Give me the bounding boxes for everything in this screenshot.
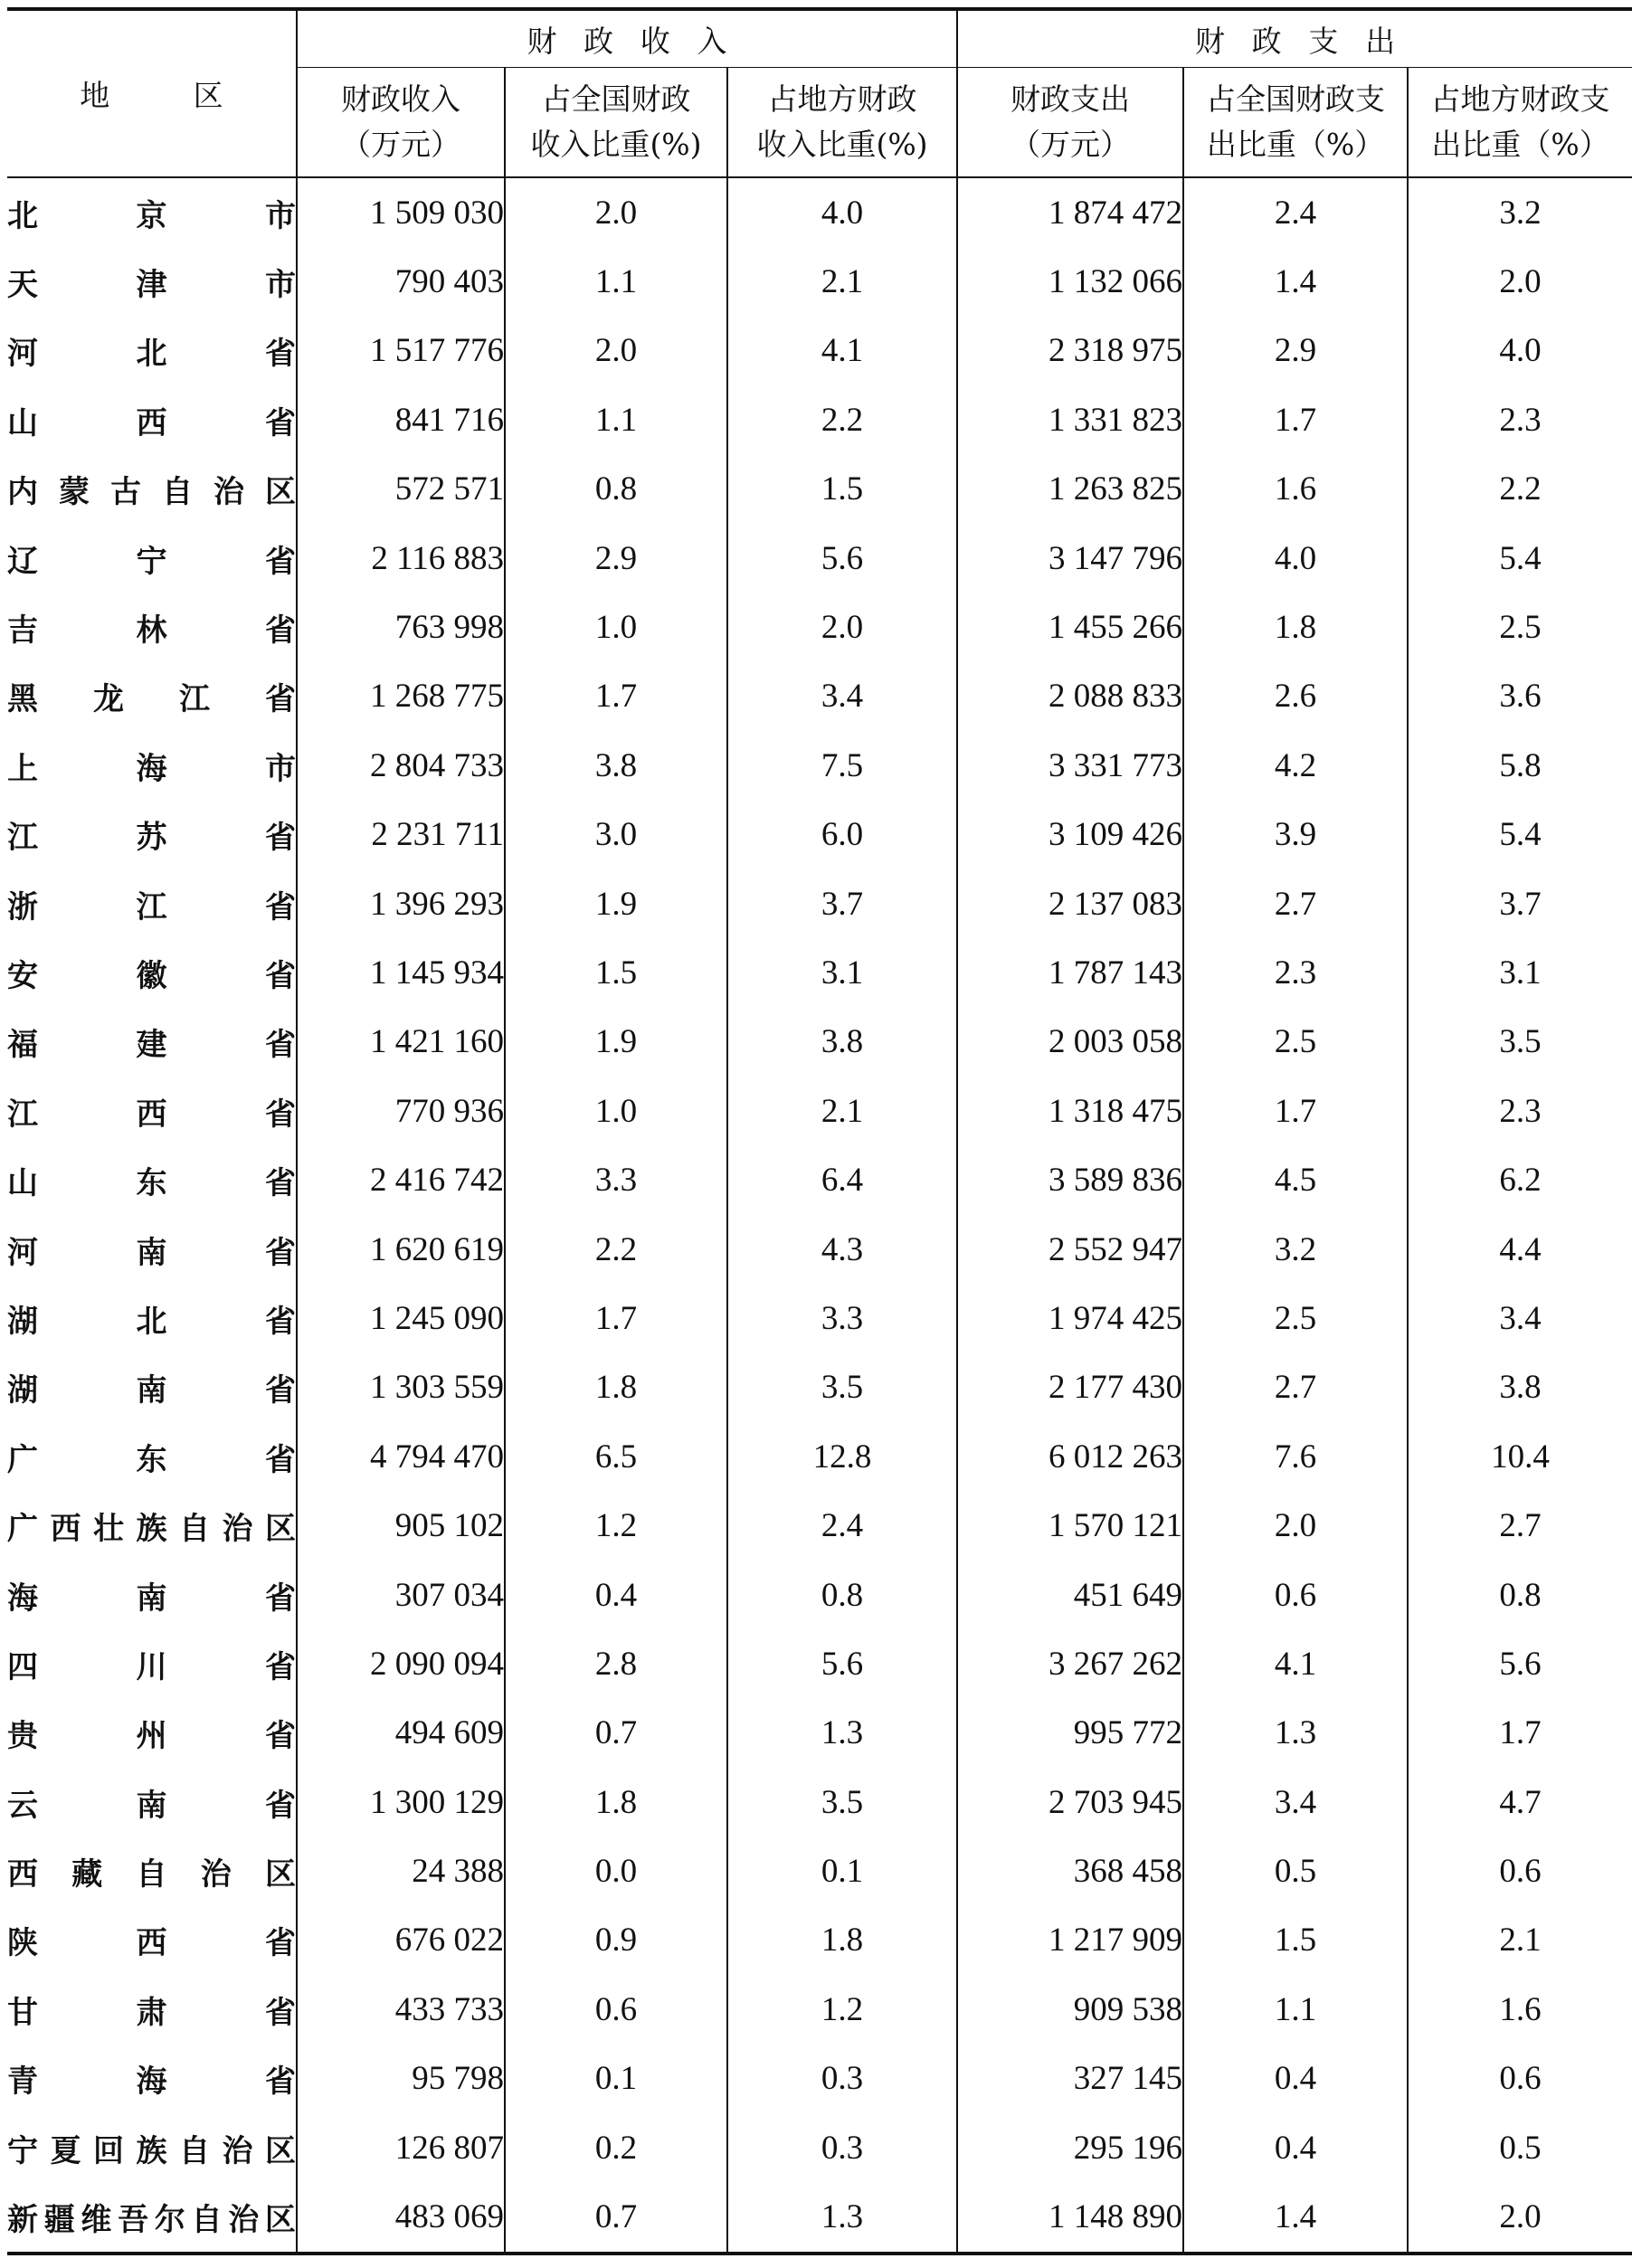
income-local-share-cell: 2.2 [727,385,957,454]
col-header-expense-local-share: 占地方财政支 出比重（%） [1408,68,1632,178]
region-name: 陕 西 省 [7,1925,296,1962]
table-row [7,1768,1632,1836]
expense-local-share-cell: 2.7 [1408,1491,1632,1560]
income-local-share-cell: 3.3 [727,1284,957,1352]
expense-local-share-cell: 10.4 [1408,1422,1632,1491]
region-name: 江 西 省 [7,1096,296,1133]
expense-local-share-cell: 2.2 [1408,455,1632,524]
region-cell [7,731,297,800]
expense-local-share-cell: 3.1 [1408,938,1632,1007]
region-cell [7,1008,297,1077]
region-name: 福 建 省 [7,1027,296,1064]
income-national-share-cell: 2.9 [505,524,727,593]
expense-national-share-cell: 4.1 [1183,1629,1408,1698]
expense-local-share-cell: 2.5 [1408,593,1632,661]
region-cell [7,1491,297,1560]
region-cell [7,2182,297,2253]
expense-cell: 1 217 909 [957,1906,1183,1975]
table-row [7,1699,1632,1768]
expense-local-share-cell: 4.4 [1408,1215,1632,1284]
table-row [7,455,1632,524]
expense-local-share-cell: 2.0 [1408,2182,1632,2253]
expense-cell: 1 974 425 [957,1284,1183,1352]
table-body [7,177,1632,2254]
income-group-header: 财政收入 [297,9,957,68]
income-national-share-cell: 0.7 [505,2182,727,2253]
income-national-share-cell: 0.4 [505,1561,727,1629]
expense-cell: 451 649 [957,1561,1183,1629]
expense-national-share-cell: 2.7 [1183,869,1408,938]
region-name: 海 南 省 [7,1580,296,1617]
col-header-income-national-share: 占全国财政 收入比重(%) [505,68,727,178]
expense-cell: 3 147 796 [957,524,1183,593]
expense-local-share-cell: 2.3 [1408,385,1632,454]
income-national-share-cell: 1.7 [505,1284,727,1352]
expense-local-share-cell: 4.0 [1408,317,1632,385]
region-cell [7,1906,297,1975]
expense-cell: 2 003 058 [957,1008,1183,1077]
region-name: 北 京 市 [7,197,296,234]
region-cell [7,869,297,938]
expense-national-share-cell: 0.4 [1183,2113,1408,2182]
region-name: 西 藏 自 治 区 [7,1856,296,1893]
table-row [7,938,1632,1007]
region-name: 云 南 省 [7,1787,296,1824]
region-name: 天 津 市 [7,267,296,304]
expense-local-share-cell: 3.7 [1408,869,1632,938]
expense-national-share-cell: 1.3 [1183,1699,1408,1768]
region-name: 河 北 省 [7,336,296,373]
income-cell: 572 571 [297,455,505,524]
region-cell [7,385,297,454]
income-national-share-cell: 0.1 [505,2045,727,2113]
table-row [7,593,1632,661]
income-cell: 1 517 776 [297,317,505,385]
expense-cell: 3 331 773 [957,731,1183,800]
region-name: 山 西 省 [7,404,296,441]
expense-cell: 368 458 [957,1836,1183,1905]
income-local-share-cell: 6.0 [727,801,957,869]
income-national-share-cell: 2.2 [505,1215,727,1284]
income-national-share-cell: 1.0 [505,1077,727,1145]
expense-cell: 1 148 890 [957,2182,1183,2253]
region-name: 甘 肃 省 [7,1994,296,2031]
document-page [7,0,1632,2268]
region-name: 上 海 市 [7,750,296,787]
region-name: 湖 北 省 [7,1303,296,1340]
table-row [7,662,1632,731]
region-name: 新 疆 维 吾 尔 自 治 区 [7,2202,296,2239]
region-name: 广 东 省 [7,1441,296,1478]
region-cell [7,455,297,524]
income-local-share-cell: 5.6 [727,1629,957,1698]
region-cell [7,1768,297,1836]
income-national-share-cell: 0.9 [505,1906,727,1975]
income-local-share-cell: 0.8 [727,1561,957,1629]
table-row [7,1215,1632,1284]
table-row [7,1284,1632,1352]
region-cell [7,317,297,385]
income-local-share-cell: 3.5 [727,1768,957,1836]
expense-national-share-cell: 1.8 [1183,593,1408,661]
table-row [7,801,1632,869]
region-cell [7,801,297,869]
table-row [7,1836,1632,1905]
expense-national-share-cell: 4.0 [1183,524,1408,593]
income-national-share-cell: 1.5 [505,938,727,1007]
region-cell [7,938,297,1007]
income-national-share-cell: 0.0 [505,1836,727,1905]
expense-national-share-cell: 1.4 [1183,2182,1408,2253]
table-row [7,1077,1632,1145]
income-cell: 1 396 293 [297,869,505,938]
income-local-share-cell: 5.6 [727,524,957,593]
region-name: 内 蒙 古 自 治 区 [7,474,296,511]
income-local-share-cell: 4.3 [727,1215,957,1284]
expense-national-share-cell: 0.5 [1183,1836,1408,1905]
col-header-expense-national-share: 占全国财政支 出比重（%） [1183,68,1408,178]
expense-national-share-cell: 7.6 [1183,1422,1408,1491]
expense-national-share-cell: 1.7 [1183,1077,1408,1145]
expense-local-share-cell: 3.6 [1408,662,1632,731]
expense-national-share-cell: 4.2 [1183,731,1408,800]
income-local-share-cell: 2.0 [727,593,957,661]
expense-local-share-cell: 3.8 [1408,1353,1632,1422]
income-cell: 2 416 742 [297,1145,505,1214]
income-cell: 2 804 733 [297,731,505,800]
income-cell: 1 509 030 [297,177,505,247]
region-cell [7,2045,297,2113]
income-national-share-cell: 3.8 [505,731,727,800]
expense-local-share-cell: 3.4 [1408,1284,1632,1352]
region-name: 宁 夏 回 族 自 治 区 [7,2132,296,2169]
table-row [7,1906,1632,1975]
expense-cell: 3 267 262 [957,1629,1183,1698]
expense-national-share-cell: 4.5 [1183,1145,1408,1214]
expense-cell: 1 570 121 [957,1491,1183,1560]
expense-local-share-cell: 3.5 [1408,1008,1632,1077]
expense-cell: 2 552 947 [957,1215,1183,1284]
income-cell: 2 090 094 [297,1629,505,1698]
expense-national-share-cell: 2.9 [1183,317,1408,385]
region-cell [7,1699,297,1768]
income-local-share-cell: 0.3 [727,2113,957,2182]
income-cell: 24 388 [297,1836,505,1905]
region-cell [7,524,297,593]
income-cell: 483 069 [297,2182,505,2253]
income-cell: 4 794 470 [297,1422,505,1491]
expense-local-share-cell: 2.1 [1408,1906,1632,1975]
region-cell [7,1975,297,2044]
expense-cell: 295 196 [957,2113,1183,2182]
expense-local-share-cell: 1.7 [1408,1699,1632,1768]
region-cell [7,1077,297,1145]
income-national-share-cell: 1.8 [505,1768,727,1836]
region-name: 广 西 壮 族 自 治 区 [7,1511,296,1548]
income-national-share-cell: 3.0 [505,801,727,869]
expense-cell: 1 263 825 [957,455,1183,524]
region-name: 河 南 省 [7,1234,296,1271]
expense-local-share-cell: 5.6 [1408,1629,1632,1698]
income-cell: 1 303 559 [297,1353,505,1422]
income-cell: 770 936 [297,1077,505,1145]
income-local-share-cell: 1.8 [727,1906,957,1975]
region-name: 湖 南 省 [7,1372,296,1409]
table-row [7,1561,1632,1629]
income-cell: 1 421 160 [297,1008,505,1077]
expense-national-share-cell: 0.4 [1183,2045,1408,2113]
income-national-share-cell: 1.2 [505,1491,727,1560]
income-national-share-cell: 6.5 [505,1422,727,1491]
expense-local-share-cell: 5.8 [1408,731,1632,800]
expense-national-share-cell: 2.0 [1183,1491,1408,1560]
expense-local-share-cell: 3.2 [1408,177,1632,247]
income-national-share-cell: 1.9 [505,1008,727,1077]
region-name: 安 徽 省 [7,957,296,994]
income-local-share-cell: 2.4 [727,1491,957,1560]
expense-national-share-cell: 2.3 [1183,938,1408,1007]
income-local-share-cell: 12.8 [727,1422,957,1491]
income-cell: 1 145 934 [297,938,505,1007]
expense-cell: 2 703 945 [957,1768,1183,1836]
expense-cell: 2 137 083 [957,869,1183,938]
table-row [7,2045,1632,2113]
region-cell [7,1284,297,1352]
table-row [7,317,1632,385]
expense-cell: 1 874 472 [957,177,1183,247]
table-row [7,1975,1632,2044]
income-cell: 790 403 [297,247,505,316]
income-national-share-cell: 1.9 [505,869,727,938]
region-name: 江 苏 省 [7,820,296,857]
expense-cell: 1 318 475 [957,1077,1183,1145]
expense-national-share-cell: 1.1 [1183,1975,1408,2044]
table-row [7,524,1632,593]
income-national-share-cell: 1.1 [505,247,727,316]
income-national-share-cell: 1.0 [505,593,727,661]
income-local-share-cell: 2.1 [727,247,957,316]
expense-local-share-cell: 4.7 [1408,1768,1632,1836]
region-cell [7,662,297,731]
expense-national-share-cell: 2.4 [1183,177,1408,247]
fiscal-table [7,7,1632,2255]
expense-cell: 6 012 263 [957,1422,1183,1491]
income-local-share-cell: 2.1 [727,1077,957,1145]
income-local-share-cell: 3.7 [727,869,957,938]
income-cell: 307 034 [297,1561,505,1629]
table-row [7,1491,1632,1560]
expense-cell: 995 772 [957,1699,1183,1768]
region-name: 辽 宁 省 [7,543,296,580]
income-cell: 841 716 [297,385,505,454]
income-national-share-cell: 1.8 [505,1353,727,1422]
expense-local-share-cell: 0.6 [1408,1836,1632,1905]
region-name: 山 东 省 [7,1165,296,1202]
expense-national-share-cell: 3.2 [1183,1215,1408,1284]
income-local-share-cell: 7.5 [727,731,957,800]
income-local-share-cell: 1.3 [727,2182,957,2253]
expense-cell: 2 318 975 [957,317,1183,385]
income-local-share-cell: 6.4 [727,1145,957,1214]
income-cell: 126 807 [297,2113,505,2182]
expense-cell: 1 132 066 [957,247,1183,316]
region-cell [7,1836,297,1905]
expense-national-share-cell: 2.5 [1183,1008,1408,1077]
expense-local-share-cell: 2.0 [1408,247,1632,316]
header-row-group [7,9,1632,68]
expense-national-share-cell: 2.6 [1183,662,1408,731]
expense-national-share-cell: 1.4 [1183,247,1408,316]
income-national-share-cell: 0.6 [505,1975,727,2044]
region-cell [7,1353,297,1422]
expense-local-share-cell: 1.6 [1408,1975,1632,2044]
table-row [7,1422,1632,1491]
expense-national-share-cell: 2.7 [1183,1353,1408,1422]
table-row [7,385,1632,454]
income-national-share-cell: 2.8 [505,1629,727,1698]
region-name: 四 川 省 [7,1648,296,1685]
income-cell: 1 300 129 [297,1768,505,1836]
expense-national-share-cell: 1.7 [1183,385,1408,454]
expense-cell: 1 787 143 [957,938,1183,1007]
expense-local-share-cell: 5.4 [1408,801,1632,869]
expense-cell: 327 145 [957,2045,1183,2113]
income-local-share-cell: 4.1 [727,317,957,385]
expense-cell: 2 088 833 [957,662,1183,731]
income-local-share-cell: 1.5 [727,455,957,524]
income-cell: 1 620 619 [297,1215,505,1284]
income-national-share-cell: 2.0 [505,177,727,247]
expense-national-share-cell: 1.5 [1183,1906,1408,1975]
col-header-income-local-share: 占地方财政 收入比重(%) [727,68,957,178]
region-cell [7,1561,297,1629]
income-cell: 2 116 883 [297,524,505,593]
expense-national-share-cell: 0.6 [1183,1561,1408,1629]
income-national-share-cell: 0.2 [505,2113,727,2182]
income-cell: 1 245 090 [297,1284,505,1352]
income-national-share-cell: 0.7 [505,1699,727,1768]
region-header: 地 区 [7,9,297,177]
expense-local-share-cell: 0.8 [1408,1561,1632,1629]
income-cell: 95 798 [297,2045,505,2113]
income-national-share-cell: 1.7 [505,662,727,731]
income-local-share-cell: 1.2 [727,1975,957,2044]
expense-cell: 3 589 836 [957,1145,1183,1214]
income-cell: 2 231 711 [297,801,505,869]
table-row [7,869,1632,938]
income-local-share-cell: 1.3 [727,1699,957,1768]
income-local-share-cell: 3.8 [727,1008,957,1077]
expense-national-share-cell: 3.9 [1183,801,1408,869]
income-cell: 494 609 [297,1699,505,1768]
income-local-share-cell: 3.5 [727,1353,957,1422]
income-local-share-cell: 3.4 [727,662,957,731]
income-local-share-cell: 4.0 [727,177,957,247]
expense-cell: 2 177 430 [957,1353,1183,1422]
expense-local-share-cell: 6.2 [1408,1145,1632,1214]
col-header-income: 财政收入 （万元） [297,68,505,178]
income-national-share-cell: 0.8 [505,455,727,524]
income-cell: 905 102 [297,1491,505,1560]
region-name: 浙 江 省 [7,888,296,925]
income-cell: 676 022 [297,1906,505,1975]
region-cell [7,1422,297,1491]
expense-national-share-cell: 1.6 [1183,455,1408,524]
table-row [7,1145,1632,1214]
table-row [7,1629,1632,1698]
region-cell [7,593,297,661]
expense-local-share-cell: 0.6 [1408,2045,1632,2113]
income-cell: 1 268 775 [297,662,505,731]
income-local-share-cell: 3.1 [727,938,957,1007]
table-row [7,2113,1632,2182]
table-row [7,247,1632,316]
income-cell: 763 998 [297,593,505,661]
table-row [7,177,1632,247]
region-cell [7,1215,297,1284]
expense-local-share-cell: 0.5 [1408,2113,1632,2182]
expense-local-share-cell: 2.3 [1408,1077,1632,1145]
region-cell [7,1145,297,1214]
col-header-expense: 财政支出 （万元） [957,68,1183,178]
region-name: 青 海 省 [7,2064,296,2101]
income-cell: 433 733 [297,1975,505,2044]
table-row [7,2182,1632,2253]
income-national-share-cell: 3.3 [505,1145,727,1214]
table-row [7,1008,1632,1077]
expense-cell: 3 109 426 [957,801,1183,869]
income-national-share-cell: 2.0 [505,317,727,385]
expense-national-share-cell: 3.4 [1183,1768,1408,1836]
region-name: 吉 林 省 [7,612,296,650]
expense-cell: 1 331 823 [957,385,1183,454]
region-name: 黑 龙 江 省 [7,681,296,718]
expense-local-share-cell: 5.4 [1408,524,1632,593]
income-national-share-cell: 1.1 [505,385,727,454]
table-row [7,1353,1632,1422]
expense-group-header: 财政支出 [957,9,1632,68]
income-local-share-cell: 0.1 [727,1836,957,1905]
income-local-share-cell: 0.3 [727,2045,957,2113]
region-cell [7,1629,297,1698]
region-name: 贵 州 省 [7,1718,296,1755]
region-cell [7,177,297,247]
table-row [7,731,1632,800]
region-cell [7,247,297,316]
region-cell [7,2113,297,2182]
expense-national-share-cell: 2.5 [1183,1284,1408,1352]
expense-cell: 1 455 266 [957,593,1183,661]
expense-cell: 909 538 [957,1975,1183,2044]
